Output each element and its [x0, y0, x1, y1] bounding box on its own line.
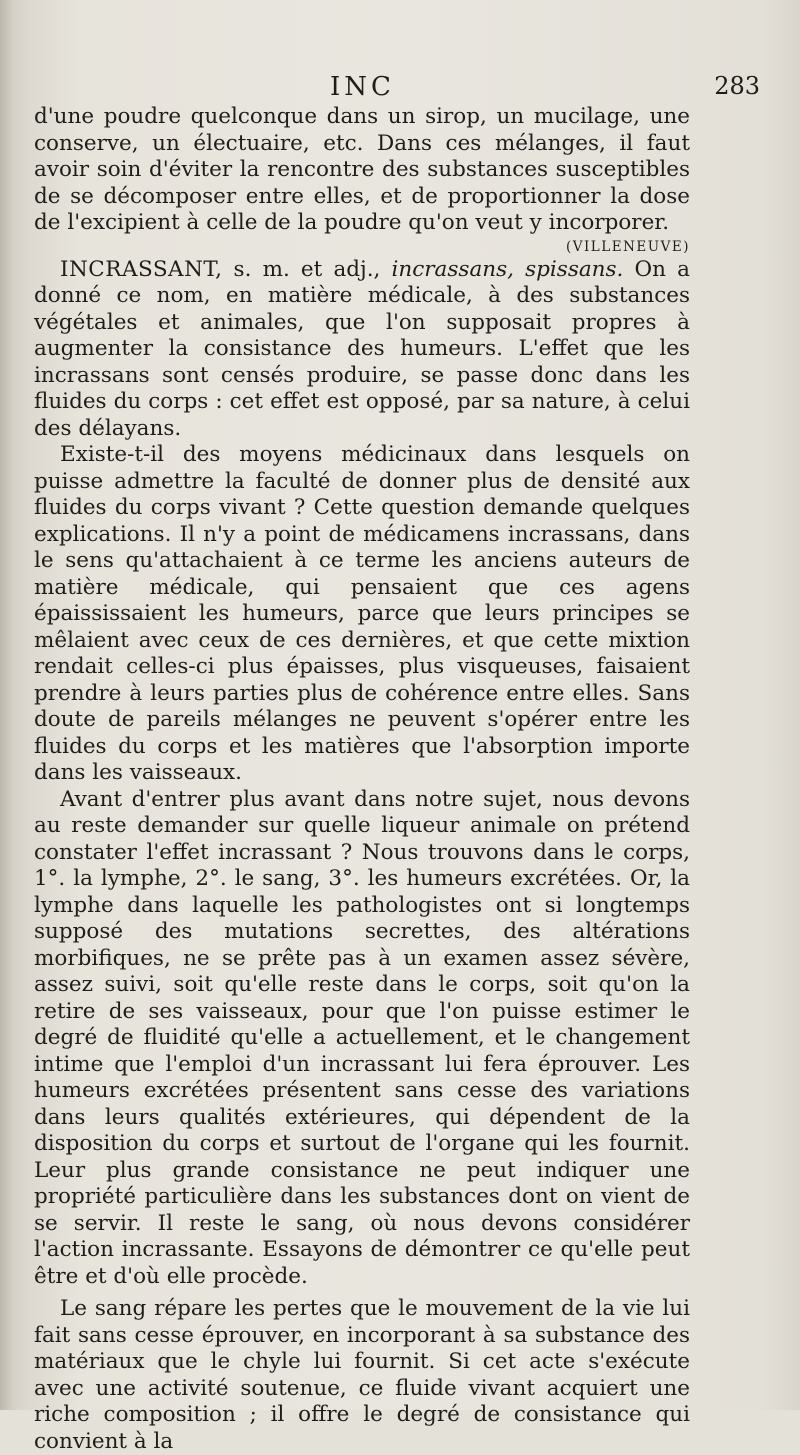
- paragraph-continuation: d'une poudre quelconque dans un sirop, un mucilage, une conserve, un électuaire, etc. Dans ces mélanges, il faut avoir soin d'éviter la rencontre des substances susceptibles de se décomposer entre elles, et de proportionner la dose de l'excipient à celle de la poudre qu'on veut y incorporer.: [34, 104, 690, 235]
- paragraph-4: Avant d'entrer plus avant dans notre sujet, nous devons au reste demander sur quelle liqueur animale on prétend constater l'effet incrassant ? Nous trouvons dans le corps, 1°. la lymphe, 2°. le sang, 3°. les humeurs excrétées. Or, la lymphe dans laquelle les pathologistes ont si longtemps supposé des mutations secrettes, des altérations morbifiques, ne se prête pas à un examen assez sévère, assez suivi, soit qu'elle reste dans le corps, soit qu'on la retire de ses vaisseaux, pour que l'on puisse estimer le degré de fluidité qu'elle a actuellement, et le changement intime que l'emploi d'un incrassant lui fera éprouver. Les humeurs excrétées présentent sans cesse des variations dans leurs qualités extérieures, qui dépendent de la disposition du corps et surtout de l'organe qui les fournit. Leur plus grande consistance ne peut indiquer une propriété particulière dans les substances dont on vient de se servir. Il reste le sang, où nous devons considérer l'action incrassante. Essayons de démontrer ce qu'elle peut être et d'où elle procède.: [34, 786, 690, 1289]
- body-text: [34, 104, 690, 1455]
- paragraph-5: Le sang répare les pertes que le mouvement de la vie lui fait sans cesse éprouver, en incorporant à sa substance des matériaux que le chyle lui fournit. Si cet acte s'exécute avec une activité soutenue, ce fluide vivant acquiert une riche composition ; il offre le degré de consistance qui convient à la: [34, 1296, 690, 1454]
- running-head-title: INC: [330, 72, 395, 102]
- page-number: 283: [714, 72, 760, 100]
- page-gutter-shadow: [0, 0, 14, 1410]
- paragraph-3: Existe-t-il des moyens médicinaux dans lesquels on puisse admettre la faculté de donner plus de densité aux fluides du corps vivant ? Cette question demande quelques explications. Il n'y a point de médicamens incrassans, dans le sens qu'attachaient à ce terme les anciens auteurs de matière médicale, qui pensaient que ces agens épaississaient les humeurs, parce que leurs principes se mêlaient avec ceux de ces dernières, et que cette mixtion rendait celles-ci plus épaisses, plus visqueuses, faisaient prendre à leurs parties plus de cohérence entre elles. Sans doute de pareils mélanges ne peuvent s'opérer entre les fluides du corps et les matières que l'absorption importe dans les vaisseaux.: [34, 442, 690, 785]
- entry-grammar: s. m. et adj.,: [222, 256, 392, 282]
- running-head: [30, 72, 760, 106]
- entry-headword: INCRASSANT,: [60, 256, 223, 282]
- entry-latin-terms: incrassans, spissans.: [391, 256, 624, 282]
- entry-definition: On a donné ce nom, en matière médicale, à des substances végétales et animales, que l'on supposait propres à augmenter la consistance des humeurs. L'effet que les incrassans sont censés produire, se passe donc dans les fluides du corps : cet effet est opposé, par sa nature, à celui des délayans.: [34, 256, 690, 441]
- dictionary-entry-paragraph: [34, 257, 690, 443]
- author-signature: (VILLENEUVE): [565, 238, 690, 255]
